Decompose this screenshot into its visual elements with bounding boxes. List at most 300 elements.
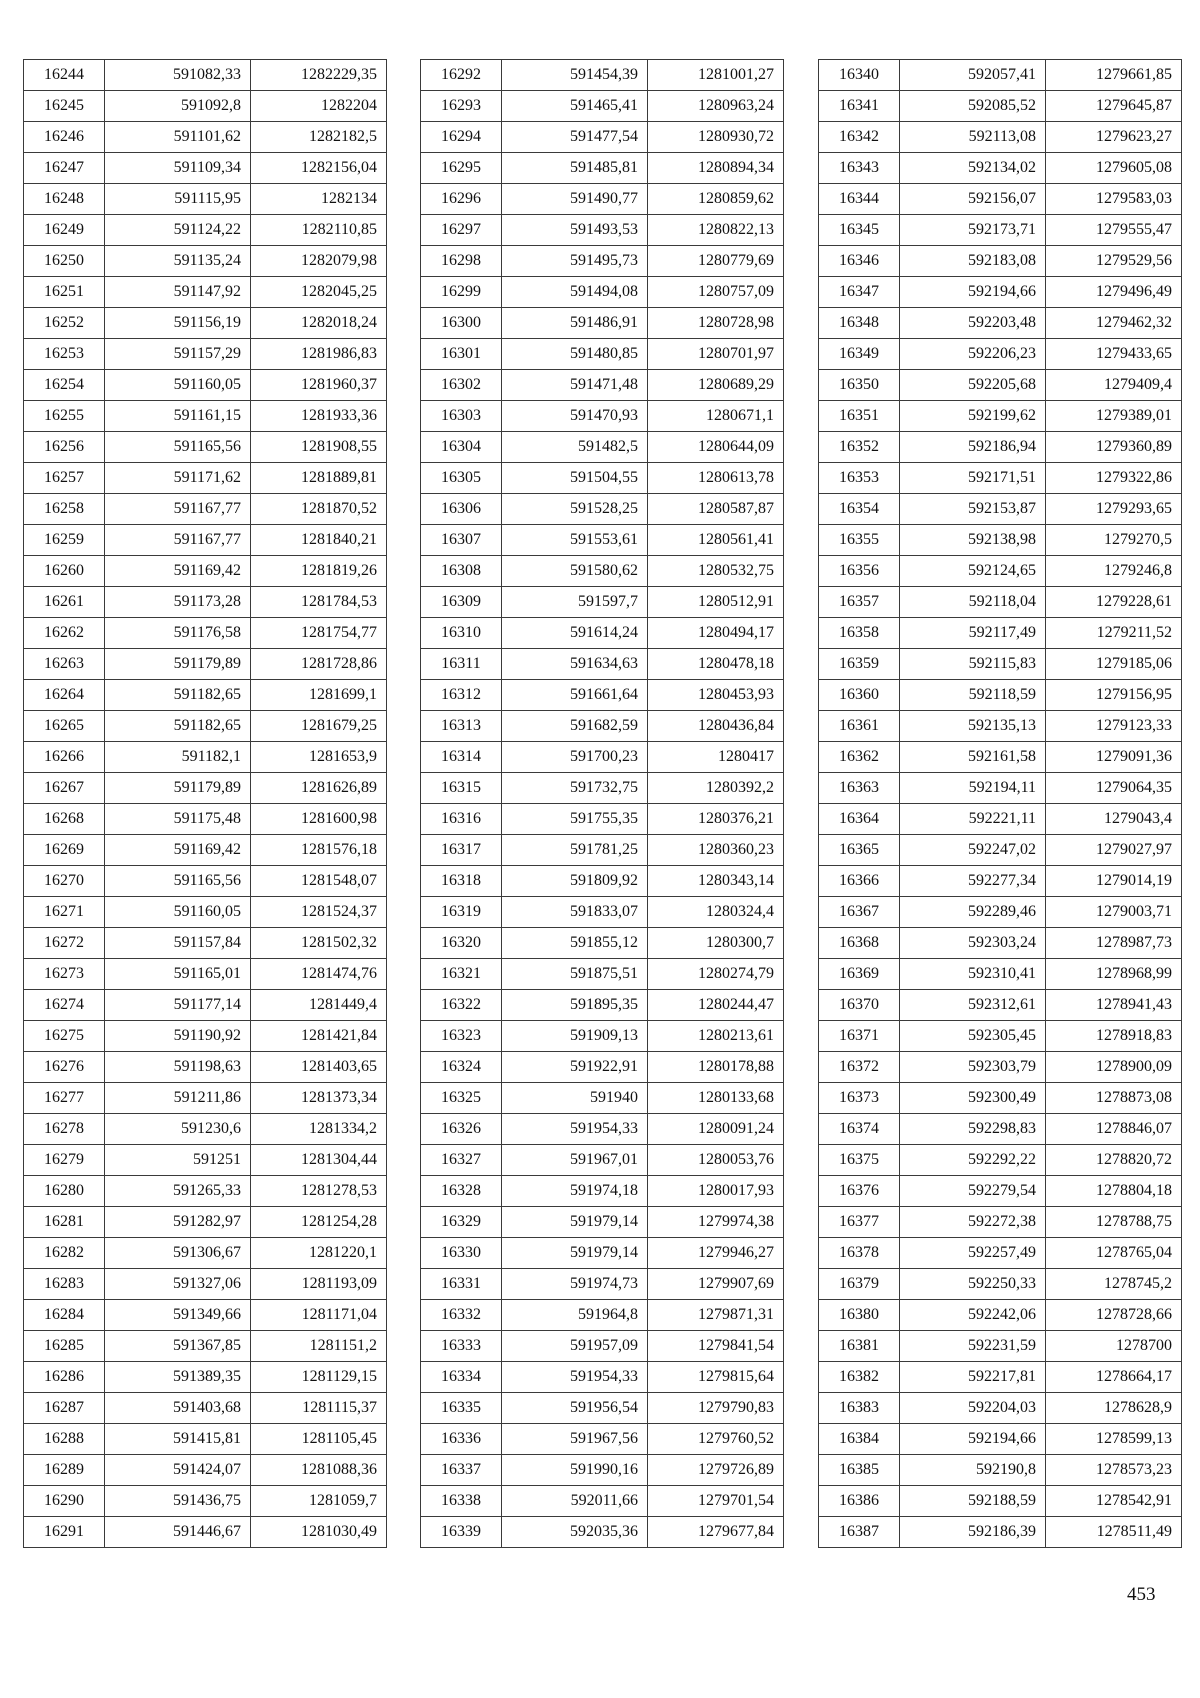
x-coordinate-cell: 591156,19 [105,308,251,339]
x-coordinate-cell: 592171,51 [900,463,1046,494]
point-number-cell: 16287 [24,1393,105,1424]
x-coordinate-cell: 591954,33 [502,1362,648,1393]
point-number-cell: 16307 [421,525,502,556]
point-number-cell: 16263 [24,649,105,680]
x-coordinate-cell: 591161,15 [105,401,251,432]
x-coordinate-cell: 591493,53 [502,215,648,246]
x-coordinate-cell: 591470,93 [502,401,648,432]
table-row [24,959,387,990]
y-coordinate-cell: 1280587,87 [648,494,784,525]
point-number-cell: 16353 [819,463,900,494]
point-number-cell: 16380 [819,1300,900,1331]
point-number-cell: 16303 [421,401,502,432]
table-row [24,928,387,959]
x-coordinate-cell: 592289,46 [900,897,1046,928]
table-row [421,1300,784,1331]
point-number-cell: 16328 [421,1176,502,1207]
point-number-cell: 16244 [24,60,105,91]
point-number-cell: 16309 [421,587,502,618]
table-row [819,401,1182,432]
y-coordinate-cell: 1281889,81 [251,463,387,494]
y-coordinate-cell: 1281193,09 [251,1269,387,1300]
table-row [421,618,784,649]
table-row [24,1176,387,1207]
y-coordinate-cell: 1278700 [1046,1331,1182,1362]
x-coordinate-cell: 591389,35 [105,1362,251,1393]
x-coordinate-cell: 591198,63 [105,1052,251,1083]
table-row [421,1176,784,1207]
y-coordinate-cell: 1280728,98 [648,308,784,339]
x-coordinate-cell: 592247,02 [900,835,1046,866]
table-row [421,277,784,308]
point-number-cell: 16290 [24,1486,105,1517]
y-coordinate-cell: 1281403,65 [251,1052,387,1083]
point-number-cell: 16326 [421,1114,502,1145]
table-row [421,215,784,246]
point-number-cell: 16357 [819,587,900,618]
point-number-cell: 16369 [819,959,900,990]
y-coordinate-cell: 1279790,83 [648,1393,784,1424]
x-coordinate-cell: 591327,06 [105,1269,251,1300]
point-number-cell: 16247 [24,153,105,184]
point-number-cell: 16256 [24,432,105,463]
point-number-cell: 16384 [819,1424,900,1455]
point-number-cell: 16248 [24,184,105,215]
y-coordinate-cell: 1281278,53 [251,1176,387,1207]
x-coordinate-cell: 591160,05 [105,897,251,928]
x-coordinate-cell: 592310,41 [900,959,1046,990]
point-number-cell: 16296 [421,184,502,215]
table-row [819,277,1182,308]
x-coordinate-cell: 591990,16 [502,1455,648,1486]
x-coordinate-cell: 591173,28 [105,587,251,618]
x-coordinate-cell: 591700,23 [502,742,648,773]
point-number-cell: 16373 [819,1083,900,1114]
x-coordinate-cell: 592203,48 [900,308,1046,339]
y-coordinate-cell: 1281933,36 [251,401,387,432]
x-coordinate-cell: 591809,92 [502,866,648,897]
table-row [421,1052,784,1083]
table-row [819,959,1182,990]
table-row [819,246,1182,277]
x-coordinate-cell: 591895,35 [502,990,648,1021]
point-number-cell: 16378 [819,1238,900,1269]
y-coordinate-cell: 1280701,97 [648,339,784,370]
x-coordinate-cell: 592305,45 [900,1021,1046,1052]
table-row [819,308,1182,339]
x-coordinate-cell: 591486,91 [502,308,648,339]
x-coordinate-cell: 592277,34 [900,866,1046,897]
x-coordinate-cell: 592194,66 [900,277,1046,308]
point-number-cell: 16254 [24,370,105,401]
x-coordinate-cell: 592124,65 [900,556,1046,587]
y-coordinate-cell: 1279496,49 [1046,277,1182,308]
x-coordinate-cell: 591157,29 [105,339,251,370]
point-number-cell: 16348 [819,308,900,339]
y-coordinate-cell: 1281819,26 [251,556,387,587]
point-number-cell: 16361 [819,711,900,742]
point-number-cell: 16258 [24,494,105,525]
point-number-cell: 16385 [819,1455,900,1486]
table-row [421,1393,784,1424]
table-row [24,1145,387,1176]
point-number-cell: 16276 [24,1052,105,1083]
table-row [819,649,1182,680]
y-coordinate-cell: 1280300,7 [648,928,784,959]
x-coordinate-cell: 591211,86 [105,1083,251,1114]
y-coordinate-cell: 1281784,53 [251,587,387,618]
y-coordinate-cell: 1281001,27 [648,60,784,91]
table-row [24,897,387,928]
x-coordinate-cell: 591176,58 [105,618,251,649]
point-number-cell: 16323 [421,1021,502,1052]
table-row [819,897,1182,928]
table-row [24,1300,387,1331]
table-row [421,1207,784,1238]
coordinate-table-2 [420,59,784,1548]
y-coordinate-cell: 1280274,79 [648,959,784,990]
point-number-cell: 16302 [421,370,502,401]
y-coordinate-cell: 1279701,54 [648,1486,784,1517]
table-row [421,494,784,525]
x-coordinate-cell: 591147,92 [105,277,251,308]
y-coordinate-cell: 1278804,18 [1046,1176,1182,1207]
point-number-cell: 16265 [24,711,105,742]
table-row [819,711,1182,742]
y-coordinate-cell: 1278573,23 [1046,1455,1182,1486]
table-row [421,1083,784,1114]
table-row [24,184,387,215]
table-row [819,928,1182,959]
x-coordinate-cell: 592292,22 [900,1145,1046,1176]
table-row [24,246,387,277]
point-number-cell: 16294 [421,122,502,153]
point-number-cell: 16250 [24,246,105,277]
table-row [819,1424,1182,1455]
table-row [24,587,387,618]
point-number-cell: 16286 [24,1362,105,1393]
point-number-cell: 16320 [421,928,502,959]
y-coordinate-cell: 1281524,37 [251,897,387,928]
y-coordinate-cell: 1279555,47 [1046,215,1182,246]
y-coordinate-cell: 1278846,07 [1046,1114,1182,1145]
y-coordinate-cell: 1281908,55 [251,432,387,463]
table-row [819,1269,1182,1300]
table-row [819,1331,1182,1362]
point-number-cell: 16335 [421,1393,502,1424]
y-coordinate-cell: 1278765,04 [1046,1238,1182,1269]
x-coordinate-cell: 592118,59 [900,680,1046,711]
table-row [819,1176,1182,1207]
table-row [24,1083,387,1114]
table-row [819,618,1182,649]
point-number-cell: 16362 [819,742,900,773]
table-row [421,246,784,277]
point-number-cell: 16253 [24,339,105,370]
point-number-cell: 16251 [24,277,105,308]
point-number-cell: 16259 [24,525,105,556]
x-coordinate-cell: 591101,62 [105,122,251,153]
y-coordinate-cell: 1280779,69 [648,246,784,277]
point-number-cell: 16315 [421,773,502,804]
table-row [819,91,1182,122]
table-row [819,1052,1182,1083]
table-row [819,370,1182,401]
y-coordinate-cell: 1282156,04 [251,153,387,184]
y-coordinate-cell: 1282182,5 [251,122,387,153]
table-row [24,1021,387,1052]
table-row [24,1331,387,1362]
x-coordinate-cell: 592206,23 [900,339,1046,370]
point-number-cell: 16372 [819,1052,900,1083]
table-row [421,1331,784,1362]
y-coordinate-cell: 1278941,43 [1046,990,1182,1021]
table-row [24,1517,387,1548]
x-coordinate-cell: 592113,08 [900,122,1046,153]
point-number-cell: 16339 [421,1517,502,1548]
y-coordinate-cell: 1281840,21 [251,525,387,556]
x-coordinate-cell: 591169,42 [105,556,251,587]
point-number-cell: 16366 [819,866,900,897]
point-number-cell: 16275 [24,1021,105,1052]
x-coordinate-cell: 591349,66 [105,1300,251,1331]
table-row [819,866,1182,897]
table-row [421,711,784,742]
x-coordinate-cell: 592183,08 [900,246,1046,277]
table-row [819,1517,1182,1548]
table-row [24,649,387,680]
table-row [819,1114,1182,1145]
table-row [24,463,387,494]
point-number-cell: 16300 [421,308,502,339]
point-number-cell: 16264 [24,680,105,711]
x-coordinate-cell: 591494,08 [502,277,648,308]
point-number-cell: 16379 [819,1269,900,1300]
y-coordinate-cell: 1281334,2 [251,1114,387,1145]
y-coordinate-cell: 1280436,84 [648,711,784,742]
y-coordinate-cell: 1280324,4 [648,897,784,928]
table-row [819,990,1182,1021]
x-coordinate-cell: 592221,11 [900,804,1046,835]
x-coordinate-cell: 592186,39 [900,1517,1046,1548]
x-coordinate-cell: 591135,24 [105,246,251,277]
y-coordinate-cell: 1278900,09 [1046,1052,1182,1083]
y-coordinate-cell: 1278628,9 [1046,1393,1182,1424]
y-coordinate-cell: 1279433,65 [1046,339,1182,370]
point-number-cell: 16314 [421,742,502,773]
point-number-cell: 16284 [24,1300,105,1331]
point-number-cell: 16382 [819,1362,900,1393]
y-coordinate-cell: 1278820,72 [1046,1145,1182,1176]
x-coordinate-cell: 591160,05 [105,370,251,401]
y-coordinate-cell: 1279014,19 [1046,866,1182,897]
table-row [421,370,784,401]
x-coordinate-cell: 592205,68 [900,370,1046,401]
point-number-cell: 16273 [24,959,105,990]
point-number-cell: 16283 [24,1269,105,1300]
y-coordinate-cell: 1280822,13 [648,215,784,246]
table-row [421,1238,784,1269]
x-coordinate-cell: 592231,59 [900,1331,1046,1362]
point-number-cell: 16377 [819,1207,900,1238]
x-coordinate-cell: 592117,49 [900,618,1046,649]
table-row [819,1486,1182,1517]
x-coordinate-cell: 592257,49 [900,1238,1046,1269]
table-row [24,1114,387,1145]
point-number-cell: 16364 [819,804,900,835]
x-coordinate-cell: 591954,33 [502,1114,648,1145]
point-number-cell: 16319 [421,897,502,928]
point-number-cell: 16331 [421,1269,502,1300]
table-row [819,587,1182,618]
point-number-cell: 16386 [819,1486,900,1517]
y-coordinate-cell: 1279462,32 [1046,308,1182,339]
y-coordinate-cell: 1280376,21 [648,804,784,835]
table-row [819,1021,1182,1052]
point-number-cell: 16289 [24,1455,105,1486]
x-coordinate-cell: 591165,01 [105,959,251,990]
table-row [24,339,387,370]
y-coordinate-cell: 1281220,1 [251,1238,387,1269]
point-number-cell: 16346 [819,246,900,277]
y-coordinate-cell: 1280689,29 [648,370,784,401]
point-number-cell: 16299 [421,277,502,308]
y-coordinate-cell: 1280757,09 [648,277,784,308]
x-coordinate-cell: 591179,89 [105,773,251,804]
x-coordinate-cell: 591781,25 [502,835,648,866]
table-row [24,525,387,556]
table-row [421,556,784,587]
x-coordinate-cell: 591471,48 [502,370,648,401]
point-number-cell: 16255 [24,401,105,432]
coordinate-table-3 [818,59,1182,1548]
point-number-cell: 16324 [421,1052,502,1083]
table-row [421,959,784,990]
y-coordinate-cell: 1280053,76 [648,1145,784,1176]
x-coordinate-cell: 591967,01 [502,1145,648,1176]
y-coordinate-cell: 1279409,4 [1046,370,1182,401]
y-coordinate-cell: 1278511,49 [1046,1517,1182,1548]
y-coordinate-cell: 1279185,06 [1046,649,1182,680]
x-coordinate-cell: 591956,54 [502,1393,648,1424]
y-coordinate-cell: 1279389,01 [1046,401,1182,432]
y-coordinate-cell: 1280478,18 [648,649,784,680]
table-row [24,990,387,1021]
y-coordinate-cell: 1279360,89 [1046,432,1182,463]
y-coordinate-cell: 1281449,4 [251,990,387,1021]
y-coordinate-cell: 1278788,75 [1046,1207,1182,1238]
y-coordinate-cell: 1282229,35 [251,60,387,91]
point-number-cell: 16272 [24,928,105,959]
x-coordinate-cell: 591169,42 [105,835,251,866]
point-number-cell: 16304 [421,432,502,463]
x-coordinate-cell: 591171,62 [105,463,251,494]
y-coordinate-cell: 1279293,65 [1046,494,1182,525]
table-row [421,1486,784,1517]
x-coordinate-cell: 592217,81 [900,1362,1046,1393]
table-row [421,680,784,711]
x-coordinate-cell: 591424,07 [105,1455,251,1486]
point-number-cell: 16313 [421,711,502,742]
table-row [421,463,784,494]
table-row [421,339,784,370]
table-row [24,1207,387,1238]
x-coordinate-cell: 591833,07 [502,897,648,928]
point-number-cell: 16341 [819,91,900,122]
y-coordinate-cell: 1279091,36 [1046,742,1182,773]
x-coordinate-cell: 591306,67 [105,1238,251,1269]
y-coordinate-cell: 1278542,91 [1046,1486,1182,1517]
table-row [24,1455,387,1486]
y-coordinate-cell: 1279815,64 [648,1362,784,1393]
table-row [24,60,387,91]
y-coordinate-cell: 1282110,85 [251,215,387,246]
x-coordinate-cell: 592303,24 [900,928,1046,959]
x-coordinate-cell: 591482,5 [502,432,648,463]
point-number-cell: 16363 [819,773,900,804]
point-number-cell: 16334 [421,1362,502,1393]
table-row [24,618,387,649]
point-number-cell: 16311 [421,649,502,680]
point-number-cell: 16336 [421,1424,502,1455]
point-number-cell: 16329 [421,1207,502,1238]
x-coordinate-cell: 591480,85 [502,339,648,370]
y-coordinate-cell: 1281728,86 [251,649,387,680]
x-coordinate-cell: 591979,14 [502,1238,648,1269]
point-number-cell: 16343 [819,153,900,184]
table-row [24,1393,387,1424]
y-coordinate-cell: 1281115,37 [251,1393,387,1424]
point-number-cell: 16354 [819,494,900,525]
y-coordinate-cell: 1280360,23 [648,835,784,866]
y-coordinate-cell: 1281600,98 [251,804,387,835]
point-number-cell: 16285 [24,1331,105,1362]
x-coordinate-cell: 591182,1 [105,742,251,773]
x-coordinate-cell: 591477,54 [502,122,648,153]
x-coordinate-cell: 592303,79 [900,1052,1046,1083]
point-number-cell: 16279 [24,1145,105,1176]
x-coordinate-cell: 592279,54 [900,1176,1046,1207]
y-coordinate-cell: 1279123,33 [1046,711,1182,742]
y-coordinate-cell: 1279064,35 [1046,773,1182,804]
x-coordinate-cell: 591190,92 [105,1021,251,1052]
point-number-cell: 16350 [819,370,900,401]
point-number-cell: 16342 [819,122,900,153]
point-number-cell: 16327 [421,1145,502,1176]
y-coordinate-cell: 1279156,95 [1046,680,1182,711]
y-coordinate-cell: 1279871,31 [648,1300,784,1331]
y-coordinate-cell: 1280930,72 [648,122,784,153]
point-number-cell: 16345 [819,215,900,246]
x-coordinate-cell: 591109,34 [105,153,251,184]
x-coordinate-cell: 591179,89 [105,649,251,680]
point-number-cell: 16318 [421,866,502,897]
y-coordinate-cell: 1280392,2 [648,773,784,804]
table-row [421,1021,784,1052]
table-row [819,60,1182,91]
point-number-cell: 16370 [819,990,900,1021]
point-number-cell: 16325 [421,1083,502,1114]
x-coordinate-cell: 591957,09 [502,1331,648,1362]
x-coordinate-cell: 591175,48 [105,804,251,835]
y-coordinate-cell: 1281653,9 [251,742,387,773]
table-row [819,1083,1182,1114]
table-row [819,1300,1182,1331]
y-coordinate-cell: 1281171,04 [251,1300,387,1331]
x-coordinate-cell: 591855,12 [502,928,648,959]
y-coordinate-cell: 1279907,69 [648,1269,784,1300]
point-number-cell: 16278 [24,1114,105,1145]
